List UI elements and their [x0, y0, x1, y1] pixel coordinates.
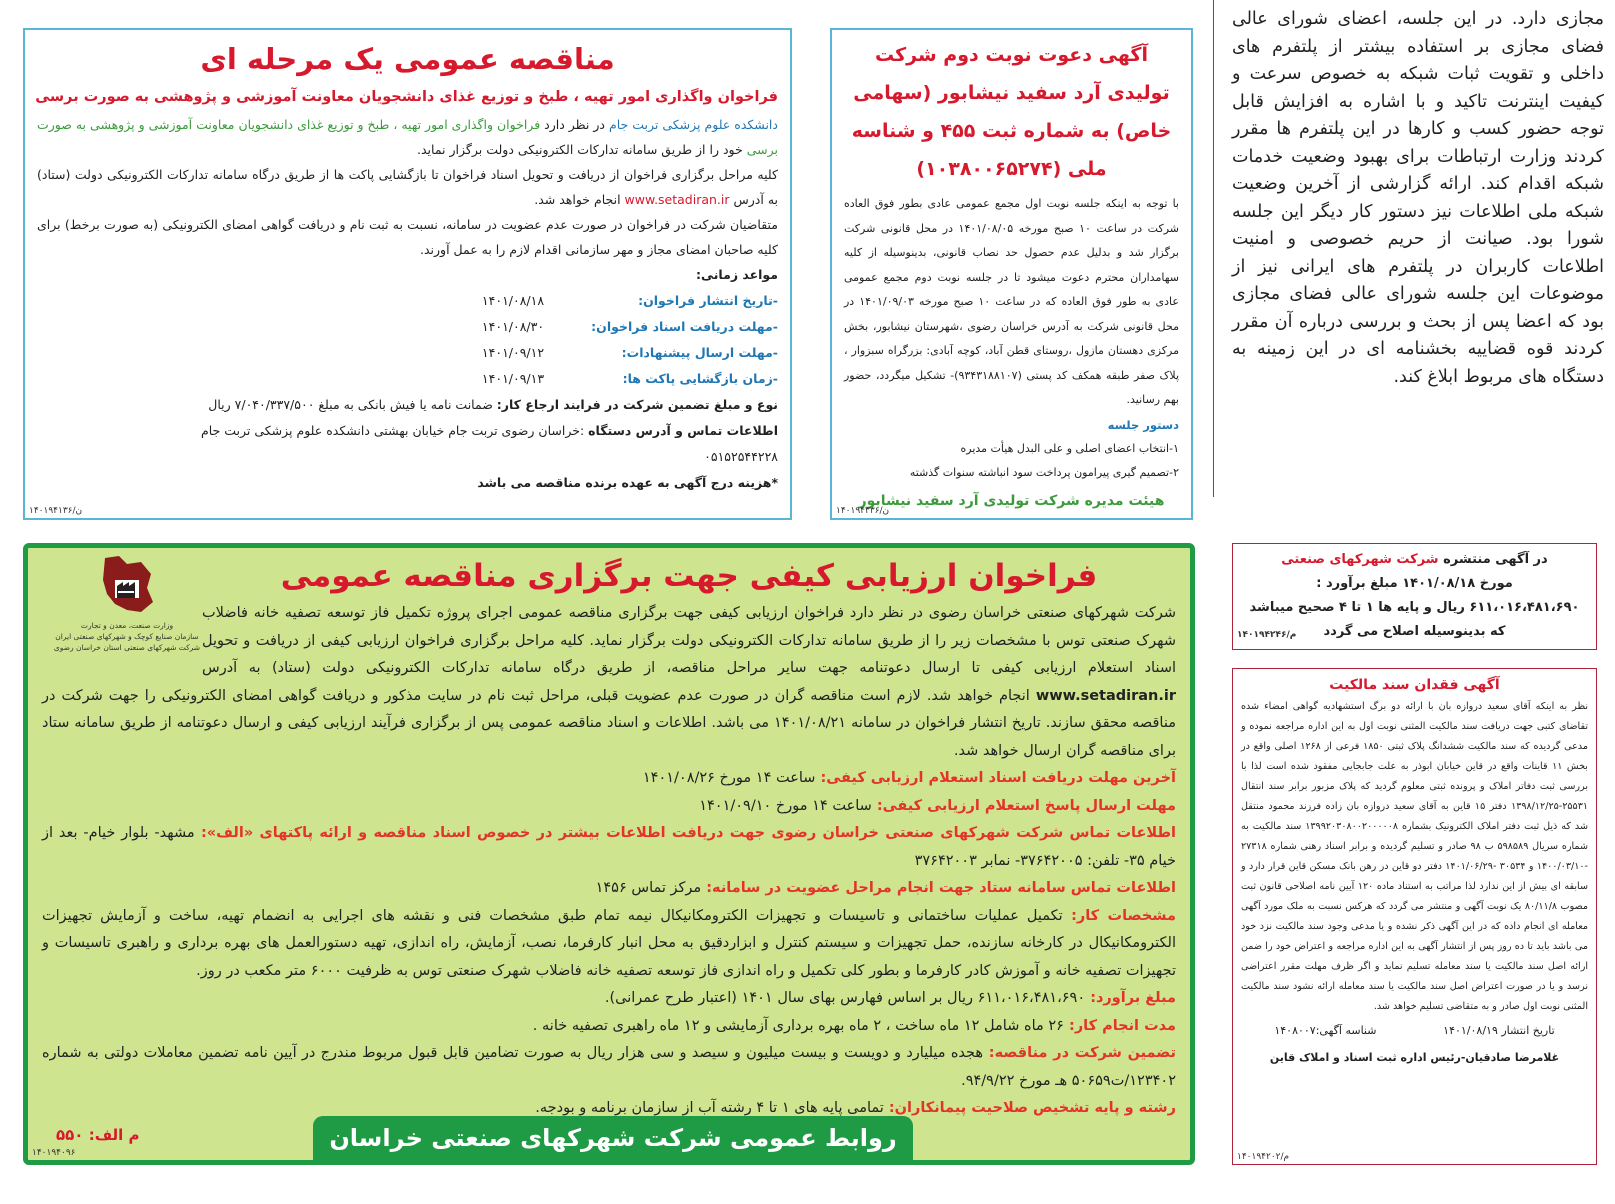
guarantee-value: ضمانت نامه یا فیش بانکی به مبلغ ۷/۰۴۰/۳۳۷/۵۰۰ ریال — [208, 397, 497, 412]
deed-meta — [1241, 1017, 1588, 1045]
correction-text: در آگهی منتشره — [1438, 552, 1548, 567]
tender-paragraph-3: متقاضیان شرکت در فراخوان در صورت عدم عضویت در سامانه، نسبت به ثبت نام و دریافت گواهی امضای الکترونیکی (به صورت برخط) برای کلیه صاحبان امضای مجاز و مهر سازمانی اقدام لازم را به عمل آورند. — [37, 217, 778, 257]
public-relations-banner: روابط عمومی شرکت شهرکهای صنعتی خراسان رضوی — [313, 1116, 913, 1160]
tender-title: مناقصه عمومی یک مرحله ای — [200, 42, 615, 76]
item-value: تمامی پایه های ۱ تا ۴ رشته آب از سازمان برنامه و بودجه. — [535, 1100, 884, 1116]
correction-line: که بدینوسیله اصلاح می گردد — [1323, 624, 1506, 639]
schedule-heading: مواعد زمانی: — [696, 267, 778, 282]
correction-line: مورخ ۱۴۰۱/۰۸/۱۸ مبلغ برآورد : — [1316, 576, 1513, 591]
tender-note: *هزینه درج آگهی به عهده برنده مناقصه می باشد — [477, 475, 778, 490]
item-value: مشهد- بلوار خیام- بعد از خیام ۳۵- تلفن: ۳۷۶۴۲۰۰۵- نمابر ۳۷۶۴۲۰۰۳ — [42, 825, 1176, 869]
item-label: مبلغ برآورد: — [1085, 990, 1176, 1006]
tender-text: خود را از طریق سامانه تدارکات الکترونیکی دولت برگزار نماید. — [417, 142, 747, 157]
correction-ad — [1232, 543, 1597, 650]
guarantee-label: نوع و مبلغ تضمین شرکت در فرایند ارجاع کار: — [496, 397, 778, 412]
agenda-heading: دستور جلسه — [1107, 417, 1179, 432]
schedule-label: -مهلت ارسال پیشنهادات: — [621, 345, 778, 360]
schedule-row — [37, 366, 778, 392]
ad-code: ۱۴۰۱۹۴۲۰۲/م — [1237, 1152, 1290, 1162]
deed-title: آگهی فقدان سند مالکیت — [1329, 677, 1500, 693]
item-label: رشته و پایه تشخیص صلاحیت پیمانکاران: — [883, 1100, 1176, 1116]
news-article-text: مجازی دارد. در این جلسه، اعضای شورای عالی فضای مجازی بر استفاده بیشتر از پلتفرم های داخلی و تقویت ثبات شبکه به خصوص سرعت و کیفیت اینترنت تاکید و با اشاره به افزایش قابل توجه حضور کسب و کارها در این پلتفرم ها مقرر کردند وزارت ارتباطات برای بهبود وضعیت خدمات شبکه اقدام کند. ارائه گزارشی از آخرین وضعیت شبکه ملی اطلاعات نیز دستور کار دیگر این جلسه شورا بود. صیانت از حریم خصوصی و امنیت اطلاعات کاربران در پلتفرم های ایرانی نیز از موضوعات این جلسه شورای عالی فضای مجازی بود که اعضا پس از بحث و بررسی درباره آن مقرر کردند قوه قضاییه بخشنامه ای در این زمینه به دستگاه های مربوط ابلاغ کند. — [1232, 9, 1604, 387]
tender-text: کلیه مراحل برگزاری فراخوان از دریافت و تحویل اسناد فراخوان تا بازگشایی پاکت ها از طریق درگاه سامانه تدارکات الکترونیکی دولت (ستاد) به آدرس — [37, 167, 778, 207]
logo-caption: وزارت صنعت، معدن و تجارت — [80, 621, 174, 630]
item-label: مدت انجام کار: — [1063, 1017, 1176, 1034]
agenda-item: ۲-تصمیم گیری پیرامون پرداخت سود انباشته سنوات گذشته — [909, 465, 1179, 479]
item-value: ۶۱۱،۰۱۶،۴۸۱،۶۹۰ ریال بر اساس فهارس بهای سال ۱۴۰۱ (اعتبار طرح عمرانی). — [604, 990, 1086, 1006]
intro-text: انجام خواهد شد. لازم است مناقصه گران در صورت عدم عضویت قبلی، مراحل ثبت نام در سایت مذکور و دریافت گواهی امضای الکترونیکی را جهت شرکت در مناقصه محقق سازند. تاریخ انتشار فراخوان در سامانه ۱۴۰۱/۰۸/۲۱ می باشد. اطلاعات و اسناد مناقصه عمومی پس از برگزاری فرآیند ارزیابی کیفی و ارسال دعوتنامه از طریق سامانه ستاد برای مناقصه گران ارسال خواهد شد. — [42, 687, 1176, 759]
ad-code: ۱۴۰۱۹۴۳۳۶/ن — [836, 506, 890, 516]
invitation-title: آگهی دعوت نوبت دوم شرکت تولیدی آرد سفید نیشابور (سهامی خاص) به شماره ثبت ۴۵۵ و شناسه ملی (۱۰۳۸۰۰۶۵۲۷۴) — [851, 44, 1172, 180]
item-value: ۲۶ ماه شامل ۱۲ ماه ساخت ، ۲ ماه بهره برداری آزمایشی و ۱۲ ماه راهبری تصفیه خانه . — [532, 1017, 1064, 1034]
contact-line — [37, 418, 778, 444]
quality-item — [42, 765, 1176, 793]
invitation-body: با توجه به اینکه جلسه نوبت اول مجمع عمومی عادی بطور فوق العاده شرکت در ساعت ۱۰ صبح مورخه ۱۴۰۱/۰۸/۰۵ در محل قانونی شرکت برگزار شد و بدلیل عدم حصول حد نصاب قانونی، بدینوسیله از کلیه سهامداران محترم دعوت میشود تا در جلسه نوبت دوم مجمع عمومی عادی به طور فوق العاده که در ساعت ۱۰ صبح مورخه ۱۴۰۱/۰۹/۰۳ در محل قانونی شرکت به آدرس خراسان رضوی ،شهرستان نیشابور، بخش مرکزی دهستان مازول ،روستای قطن آباد، کوچه آبادی: بزرگراه سبزوار ، پلاک صفر طبقه همکف کد پستی (۹۳۴۳۱۸۸۱۰۷)- تشکیل میگردد، حضور بهم رسانید. — [844, 197, 1180, 406]
schedule-label: -مهلت دریافت اسناد فراخوان: — [591, 319, 778, 334]
correction-line: ۶۱۱،۰۱۶،۴۸۱،۶۹۰ ریال و پایه ها ۱ تا ۴ صحیح میباشد — [1249, 600, 1580, 615]
quality-item — [42, 1040, 1176, 1095]
industrial-parks-logo — [52, 554, 202, 666]
correction-company: شرکت شهرکهای صنعتی — [1281, 552, 1439, 567]
item-value: مرکز تماس ۱۴۵۶ — [595, 880, 702, 896]
tender-paragraph-2 — [37, 162, 778, 212]
tender-text: انجام خواهد شد. — [534, 192, 625, 207]
schedule-label: -تاریخ انتشار فراخوان: — [638, 293, 778, 308]
column-divider — [1213, 0, 1214, 497]
contact-phone: ۰۵۱۵۲۵۴۴۲۲۸ — [704, 449, 778, 464]
deed-loss-ad — [1232, 668, 1597, 1165]
quality-item — [42, 985, 1176, 1013]
tender-ad — [23, 28, 792, 520]
quality-url-link[interactable]: www.setadiran.ir — [1035, 687, 1176, 704]
correction-line — [1241, 548, 1588, 572]
item-value: ساعت ۱۴ مورخ ۱۴۰۱/۰۸/۲۶ — [642, 770, 816, 786]
quality-intro — [42, 600, 1176, 765]
guarantee-line — [37, 392, 778, 418]
intro-text: شرکت شهرکهای صنعتی خراسان رضوی در نظر دارد فراخوان ارزیابی کیفی جهت برگزاری مناقصه عمومی اجرای پروژه تکمیل فاز توسعه تصفیه خانه فاضلاب شهرک صنعتی توس با مشخصات زیر را از طریق سامانه تدارکات الکترونیکی دولت برگزار نماید. کلیه مراحل برگزاری فراخوان ارزیابی کیفی از دریافت و تحویل اسناد استعلام ارزیابی کیفی تا ارسال دعوتنامه جهت سایر مراحل مناقصه، از طریق درگاه سامانه تدارکات الکترونیکی دولت (ستاد) به آدرس — [202, 605, 1176, 676]
deed-pub-date: تاریخ انتشار ۱۴۰۱/۰۸/۱۹ — [1443, 1024, 1555, 1037]
tender-paragraph-1 — [37, 112, 778, 162]
quality-item — [42, 875, 1176, 903]
deed-signature: غلامرضا صادقیان-رئیس اداره ثبت اسناد و املاک قاین — [1269, 1051, 1560, 1064]
tender-subtitle: فراخوان واگذاری امور تهیه ، طبخ و توزیع غذای دانشجویان معاونت آموزشی و پژوهشی به صورت برسی — [35, 89, 778, 105]
invitation-signature: هیئت مدیره شرکت تولیدی آرد سفید نیشابور — [858, 492, 1165, 509]
deed-body: نظر به اینکه آقای سعید دروازه بان با ارائه دو برگ استشهادیه گواهی امضاء شده تقاضای کتبی جهت دریافت سند مالکیت المثنی نوبت اول به این اداره مراجعه نموده و مدعی گردیده که سند مالکیت ششدانگ پلاک ثبتی ۱۸۵۰ فرعی از ۱۲۶۸ اصلی واقع در بخش ۱۱ قاینات واقع در قاین خیابان ابوذر به علت جابجایی مفقود شده است لذا با بررسی ثبت دفاتر املاک و پرونده ثبتی معلوم گردید که پلاک مزبور برابر سند انتقال ۲۵۵۳۱-۱۳۹۸/۱۲/۲۵ دفتر ۱۵ قاین به آقای سعید دروازه بان زاده فرزند محمود منتقل شد که ذیل ثبت دفتر املاک الکترونیک بشماره ۱۳۹۹۲۰۳۰۸۰۰۲۰۰۰۰۰۸ سند مالکیت به شماره سریال ۵۹۸۵۸۹ ب ۹۸ صادر و تسلیم گردیده و برابر اسناد رهنی شماره ۲۷۳۱۸ -۱۴۰۰/۰۳/۱۰ و ۳۰۵۳۴ -۱۴۰۱/۰۶/۲۹ دفتر دو قاین در رهن بانک مسکن قاین قرار دارد و سابقه ای بیش از این ندارد لذا مراتب به استناد ماده ۱۲۰ آیین نامه اصلاحی قانون ثبت مصوب ۸۰/۱۱/۸ یک نوبت آگهی و منتشر می گردد که هرکس نسبت به ملک مورد آگهی معامله ای انجام داده که در این آگهی ذکر نشده و یا مدعی وجود سند مالکیت نزد خود می باشد باید تا ده روز پس از انتشار آگهی به این اداره مراجعه و اعتراض خود را ضمن ارائه اصل سند مالکیت یا سند معامله تسلیم نماید و اگر ظرف مهلت مقرر اعتراضی نرسد و یا در صورت اعتراض اصل سند مالکیت یا سند معامله ارائه نشود سند مالکیت المثنی نوبت اول صادر و به متقاضی تسلیم خواهد شد. — [1241, 701, 1589, 1012]
tender-url-link[interactable]: www.setadiran.ir — [624, 192, 730, 207]
deed-ad-id: شناسه آگهی:۱۴۰۸۰۰۷ — [1274, 1024, 1377, 1037]
quality-assessment-ad — [23, 543, 1195, 1196]
item-value: تکمیل عملیات ساختمانی و تاسیسات و تجهیزات الکترومکانیکال نیمه تمام طبق مشخصات فنی و نقشه های اجرایی به انضمام تهیه، ساخت و آزمایش تجهیزات الکترومکانیکال در کارخانه سازنده، حمل تجهیزات و سیستم کنترل و ابزاردقیق به محل انبار کارفرما، نصب، آزمایش، راه اندازی، تهیه دستورالعمل های بهره برداری و راهبری تاسیسات و تجهیزات تصفیه خانه و آموزش کادر کارفرما و بطور کلی تکمیل و راه اندازی فاز توسعه تصفیه خانه فاضلاب شهرک صنعتی توس به ظرفیت ۶۰۰۰ متر مکعب در روز. — [42, 907, 1176, 979]
iran-map-factory-icon — [97, 554, 157, 616]
item-label: اطلاعات تماس سامانه ستاد جهت انجام مراحل عضویت در سامانه: — [701, 880, 1176, 896]
ad-code: ۱۴۰۱۹۴۱۳۶/ن — [29, 506, 83, 516]
item-value: هجده میلیارد و دویست و بیست میلیون و سیصد و سی هزار ریال به صورت تضامین قابل قبول مربوط مندرج در آیین نامه تضمین معاملات دولتی به شماره ۱۲۳۴۰۲/ت۵۰۶۵۹ هـ مورخ ۹۴/۹/۲۲. — [42, 1045, 1176, 1089]
logo-caption: سازمان صنایع کوچک و شهرکهای صنعتی ایران — [55, 632, 199, 641]
item-label: آخرین مهلت دریافت اسناد استعلام ارزیابی کیفی: — [815, 770, 1176, 786]
quality-body — [42, 600, 1176, 1123]
ad-ma-number: م الف: ۵۵۰ — [56, 1126, 140, 1144]
quality-item — [42, 793, 1176, 821]
tender-text: در نظر دارد — [540, 117, 609, 132]
contact-label: اطلاعات تماس و آدرس دستگاه — [588, 423, 778, 438]
item-value: ساعت ۱۴ مورخ ۱۴۰۱/۰۹/۱۰ — [699, 797, 872, 814]
item-label: مهلت ارسال پاسخ استعلام ارزیابی کیفی: — [871, 797, 1176, 814]
schedule-row — [37, 314, 778, 340]
schedule-label: -زمان بازگشایی پاکت ها: — [622, 371, 778, 386]
item-label: اطلاعات تماس شرکت شهرکهای صنعتی خراسان رضوی جهت دریافت اطلاعات بیشتر در خصوص اسناد مناقصه و ارائه پاکتهای «الف»: — [194, 825, 1176, 841]
schedule-date: ۱۴۰۱/۰۹/۱۲ — [481, 345, 545, 360]
schedule-date: ۱۴۰۱/۰۸/۱۸ — [481, 293, 545, 308]
schedule-date: ۱۴۰۱/۰۹/۱۳ — [481, 371, 545, 386]
logo-caption: شرکت شهرکهای صنعتی استان خراسان رضوی — [53, 643, 201, 652]
tender-schedule — [37, 262, 778, 496]
item-label: تضمین شرکت در مناقصه: — [983, 1045, 1176, 1061]
invitation-ad — [830, 28, 1193, 520]
tender-org: دانشکده علوم پزشکی تربت جام — [608, 117, 778, 132]
schedule-date: ۱۴۰۱/۰۸/۳۰ — [481, 319, 545, 334]
agenda-item: ۱-انتخاب اعضای اصلی و علی البدل هیأت مدیره — [960, 441, 1179, 455]
schedule-row — [37, 288, 778, 314]
contact-value: :خراسان رضوی تربت جام خیابان بهشتی دانشکده علوم پزشکی تربت جام — [200, 423, 589, 438]
quality-item — [42, 903, 1176, 986]
ad-code: ۱۴۰۱۹۴۰۹۶ — [32, 1148, 76, 1158]
ad-code: ۱۴۰۱۹۴۲۴۶/م — [1237, 630, 1297, 640]
quality-item — [42, 820, 1176, 875]
quality-item — [42, 1013, 1176, 1041]
tender-subject: فراخوان واگذاری امور تهیه ، طبخ و توزیع غذای دانشجویان معاونت آموزشی و پژوهشی به صورت برسی — [37, 117, 778, 157]
schedule-row — [37, 340, 778, 366]
item-label: مشخصات کار: — [1062, 907, 1176, 924]
quality-title: فراخوان ارزیابی کیفی جهت برگزاری مناقصه عمومی — [280, 558, 1098, 594]
